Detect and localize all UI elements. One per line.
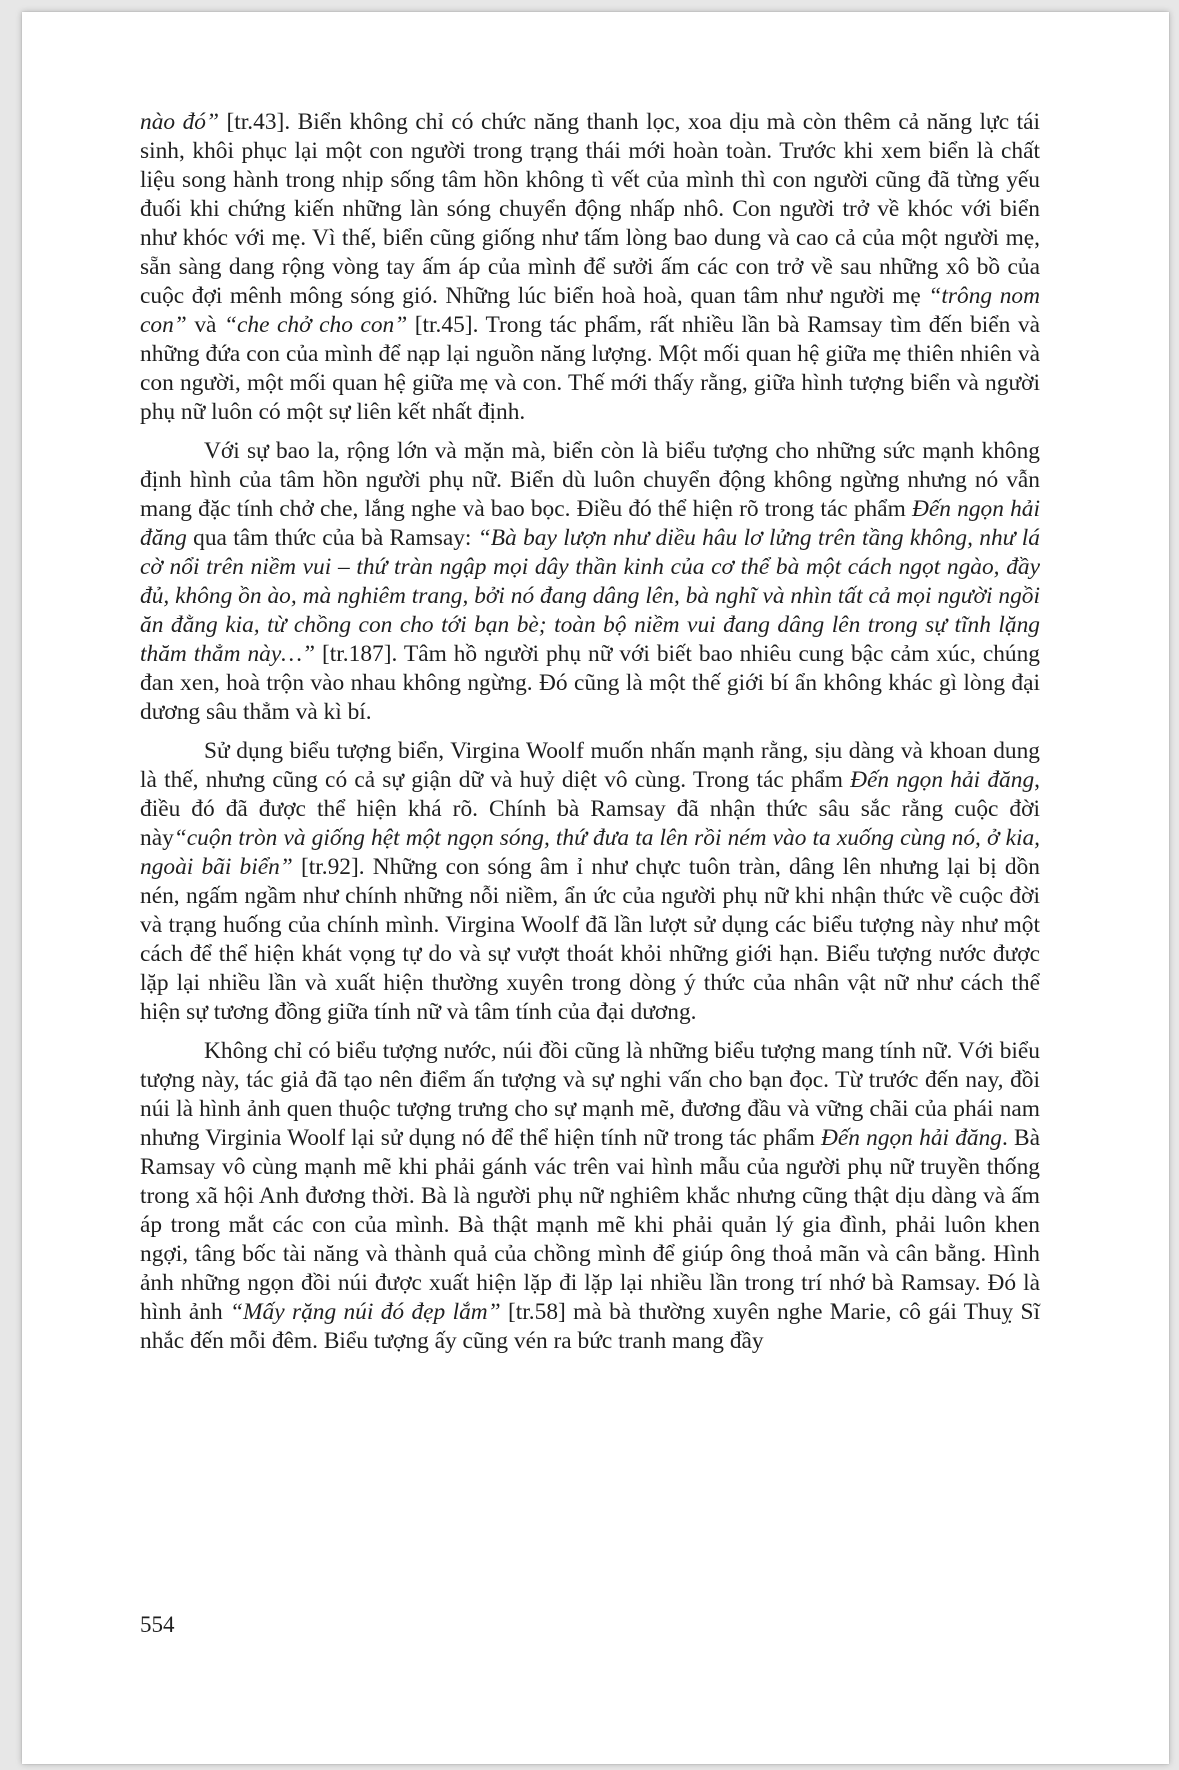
text-run: , điều đó đã được thể hiện khá rõ. Chính bà Ramsay đã nhận thức sâu sắc rằng cuộc đời này [140, 767, 1040, 851]
text-run: [tr.92]. Những con sóng âm ỉ như chực tuôn tràn, dâng lên nhưng lại bị dồn nén, ngấm ngầm như chính những nỗi niềm, ẩn ức của người phụ nữ khi nhận thức về cuộc đời và trạng huống của chính mình. Virgina Woolf đã lần lượt sử dụng các biểu tượng này như một cách để thể hiện khát vọng tự do và sự vượt thoát khỏi những giới hạn. Biểu tượng nước được lặp lại nhiều lần và xuất hiện thường xuyên trong dòng ý thức của nhân vật nữ như cách thể hiện sự tương đồng giữa tính nữ và tâm tính của đại dương. [140, 854, 1040, 1025]
text-run: [tr.187]. Tâm hồ người phụ nữ với biết bao nhiêu cung bậc cảm xúc, chúng đan xen, hoà trộn vào nhau không ngừng. Đó cũng là một thế giới bí ẩn không khác gì lòng đại dương sâu thẳm và kì bí. [140, 641, 1041, 725]
document-page [22, 12, 1169, 1764]
italic-quote: “che chở cho con” [223, 312, 408, 338]
text-run: Sử dụng biểu tượng biển, Virgina Woolf muốn nhấn mạnh rằng, sịu dàng và khoan dung là thế, nhưng cũng có cả sự giận dữ và huỷ diệt vô cùng. Trong tác phẩm [140, 738, 1040, 793]
italic-quote: “Bà bay lượn như diều hâu lơ lửng trên tầng không, như lá cờ nổi trên niềm vui – thứ tràn ngập mọi dây thần kinh của cơ thể bà một cách ngọt ngào, đầy đủ, không ồn ào, mà nghiêm trang, bởi nó đang dâng lên, bà nghĩ và nhìn tất cả mọi người ngồi ăn đằng kia, từ chồng con cho tới bạn bè; toàn bộ niềm vui đang dâng lên trong sự tĩnh lặng thăm thẳm này…” [140, 525, 1040, 667]
page-number: 554 [140, 1612, 175, 1637]
italic-title: Đến ngọn hải đăng [850, 767, 1035, 793]
paragraph [140, 737, 1040, 1027]
italic-quote: “trông nom con” [140, 283, 1040, 338]
paragraph [140, 1037, 1040, 1356]
text-run: qua tâm thức của bà Ramsay: [186, 525, 478, 551]
text-run: Với sự bao la, rộng lớn và mặn mà, biển còn là biểu tượng cho những sức mạnh không định hình của tâm hồn người phụ nữ. Biển dù luôn chuyển động không ngừng nhưng nó vẫn mang đặc tính chở che, lắng nghe và bao bọc. Điều đó thể hiện rõ trong tác phẩm [140, 438, 1040, 522]
text-run: [tr.43]. Biển không chỉ có chức năng thanh lọc, xoa dịu mà còn thêm cả năng lực tái sinh, khôi phục lại một con người trong trạng thái mới hoàn toàn. Trước khi xem biển là chất liệu song hành trong nhịp sống tâm hồn không tì vết của mình thì con người cũng đã từng yếu đuối khi chứng kiến những làn sóng chuyển động nhấp nhô. Con người trở về khóc với biển như khóc với mẹ. Vì thế, biển cũng giống như tấm lòng bao dung và cao cả của một người mẹ, sẵn sàng dang rộng vòng tay ấm áp của mình để sưởi ấm các con trở về sau những xô bồ của cuộc đợi mênh mông sóng gió. Những lúc biển hoà hoà, quan tâm như người mẹ [140, 109, 1040, 309]
italic-quote: “Mấy rặng núi đó đẹp lắm” [230, 1299, 501, 1325]
body-text [140, 108, 1040, 1366]
italic-title: Đến ngọn hải đăng [140, 496, 1041, 551]
text-run: . Bà Ramsay vô cùng mạnh mẽ khi phải gánh vác trên vai hình mẫu của người phụ nữ truyền thống trong xã hội Anh đương thời. Bà là người phụ nữ nghiêm khắc nhưng cũng thật dịu dàng và ấm áp trong mắt các con của mình. Bà thật mạnh mẽ khi phải quản lý gia đình, phải luôn khen ngợi, tâng bốc tài năng và thành quả của chồng mình để giúp ông thoả mãn và cân bằng. Hình ảnh những ngọn đồi núi được xuất hiện lặp đi lặp lại nhiều lần trong trí nhớ bà Ramsay. Đó là hình ảnh [140, 1125, 1040, 1325]
text-run: [tr.45]. Trong tác phẩm, rất nhiều lần bà Ramsay tìm đến biển và những đứa con của mình để nạp lại nguồn năng lượng. Một mối quan hệ giữa mẹ thiên nhiên và con người, một mối quan hệ giữa mẹ và con. Thế mới thấy rằng, giữa hình tượng biển và người phụ nữ luôn có một sự liên kết nhất định. [140, 312, 1040, 425]
paragraph [140, 108, 1040, 427]
text-run: Không chỉ có biểu tượng nước, núi đồi cũng là những biểu tượng mang tính nữ. Với biểu tượng này, tác giả đã tạo nên điểm ấn tượng và sự nghi vấn cho bạn đọc. Từ trước đến nay, đồi núi là hình ảnh quen thuộc tượng trưng cho sự mạnh mẽ, đương đầu và vững chãi của phái nam nhưng Virginia Woolf lại sử dụng nó để thể hiện tính nữ trong tác phẩm [140, 1038, 1040, 1151]
italic-quote: nào đó” [140, 109, 219, 135]
italic-title: Đến ngọn hải đăng [821, 1125, 1002, 1151]
italic-quote: “cuộn tròn và giống hệt một ngọn sóng, thứ đưa ta lên rồi ném vào ta xuống cùng nó, ở kia, ngoài bãi biển” [140, 825, 1040, 880]
text-run: [tr.58] mà bà thường xuyên nghe Marie, cô gái Thuỵ Sĩ nhắc đến mỗi đêm. Biểu tượng ấy cũng vén ra bức tranh mang đầy [140, 1299, 1040, 1354]
text-run: và [186, 312, 224, 338]
paragraph [140, 437, 1040, 727]
